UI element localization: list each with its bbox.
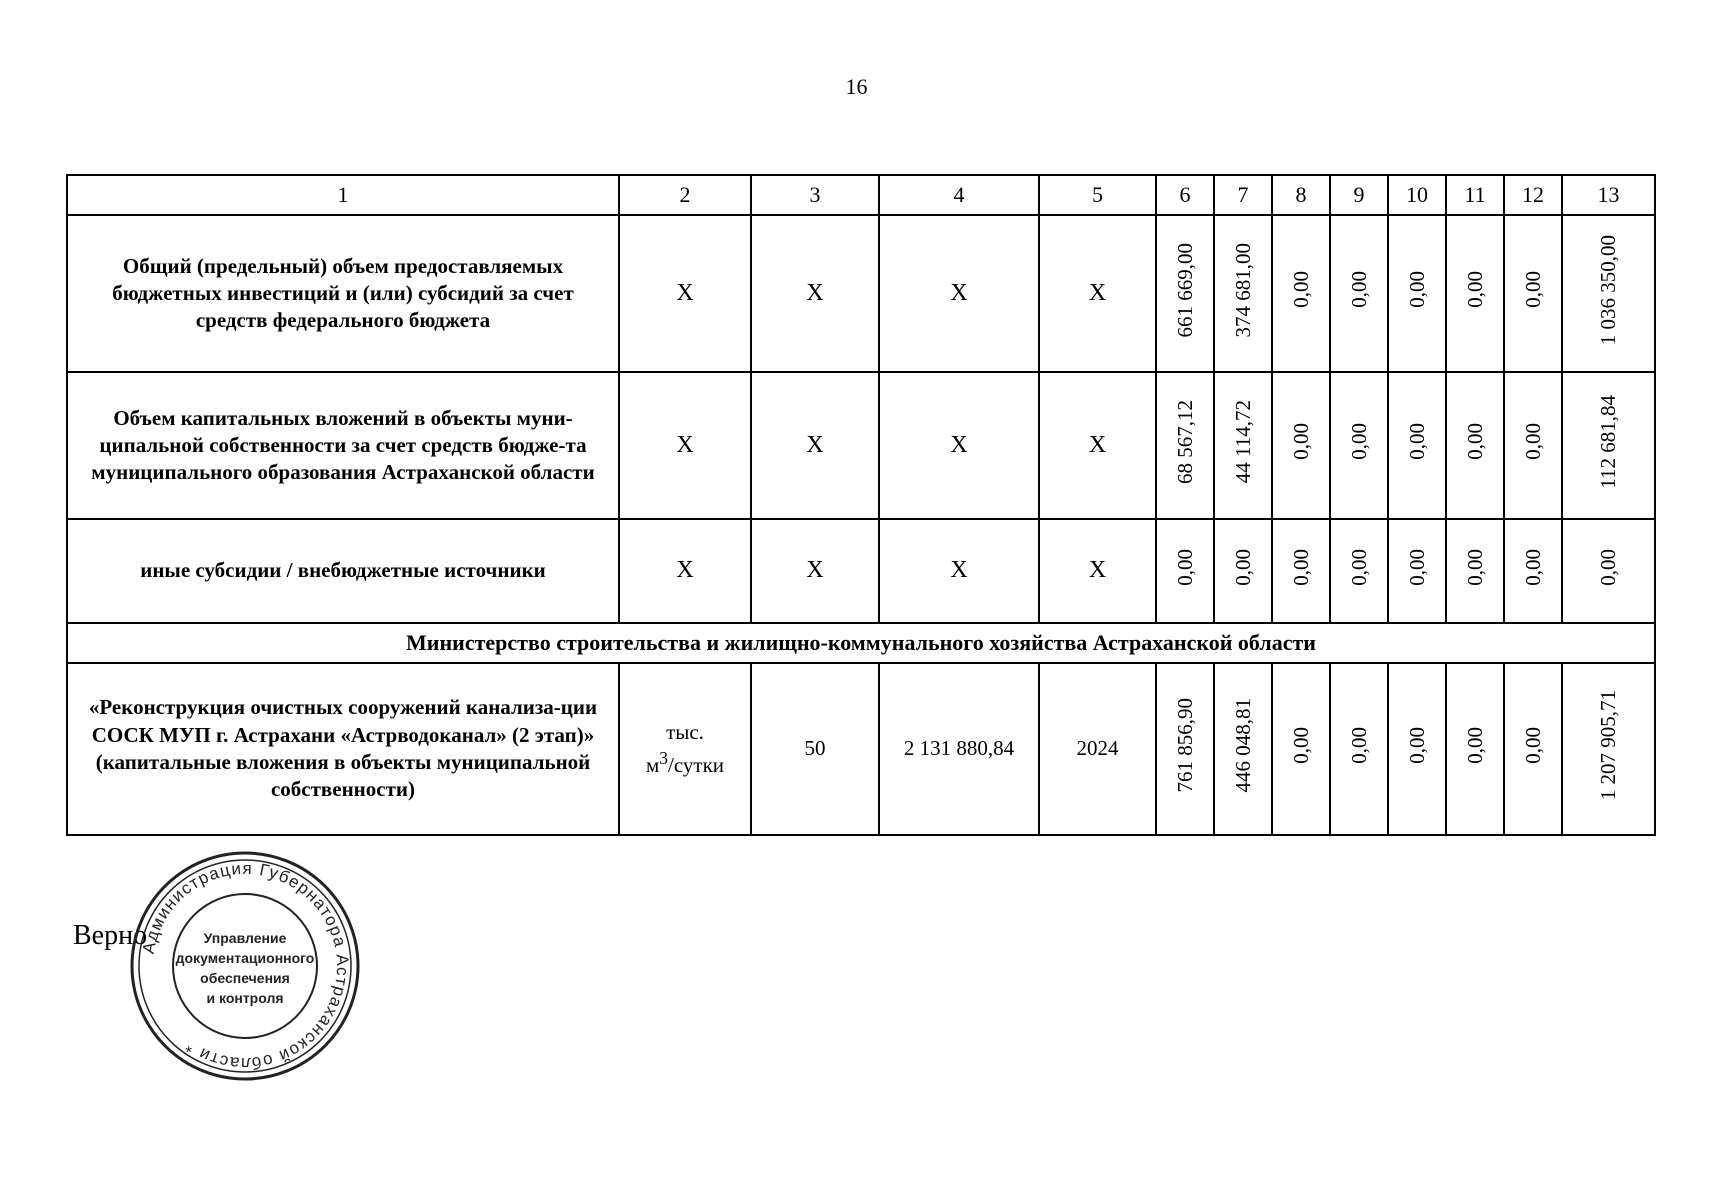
section-heading-row bbox=[67, 623, 1655, 663]
stamp-line: и контроля bbox=[206, 990, 284, 1006]
cell-value: 0,00 bbox=[1288, 423, 1313, 461]
column-number: 2 bbox=[619, 175, 751, 215]
stamp-line: обеспечения bbox=[200, 970, 290, 986]
cell-x: X bbox=[751, 215, 879, 372]
column-number: 11 bbox=[1446, 175, 1504, 215]
column-number: 8 bbox=[1272, 175, 1330, 215]
cell-value: 0,00 bbox=[1288, 271, 1313, 309]
unit-label: тыс. bbox=[666, 720, 704, 745]
official-stamp bbox=[129, 850, 361, 1082]
cell-value: 0,00 bbox=[1230, 548, 1255, 586]
cell-value: 0,00 bbox=[1404, 726, 1429, 764]
cell-value: 0,00 bbox=[1404, 423, 1429, 461]
cell-total: 0,00 bbox=[1596, 548, 1620, 586]
cell-value: 0,00 bbox=[1404, 548, 1429, 586]
table-row bbox=[67, 215, 1655, 372]
cell-x: X bbox=[751, 372, 879, 519]
project-description: «Реконструкция очистных сооружений канализа-ции СОСК МУП г. Астрахани «Астрводоканал» (2 этап)» (капитальные вложения в объекты муниципальной собственности) bbox=[67, 663, 619, 835]
page-number: 16 bbox=[845, 74, 868, 99]
column-number: 13 bbox=[1562, 175, 1655, 215]
cell-x: X bbox=[751, 519, 879, 623]
cell-value: 0,00 bbox=[1462, 423, 1487, 461]
cell-x: X bbox=[1039, 215, 1156, 372]
column-number-row bbox=[67, 175, 1655, 215]
column-number: 7 bbox=[1214, 175, 1272, 215]
stamp-ring-text: Администрация Губернатора Астраханской области * bbox=[138, 858, 353, 1074]
cell-value: 0,00 bbox=[1172, 548, 1197, 586]
cell-value: 0,00 bbox=[1346, 271, 1371, 309]
unit-rest: /сутки bbox=[668, 752, 725, 777]
cell-x: X bbox=[1039, 519, 1156, 623]
column-number: 9 bbox=[1330, 175, 1388, 215]
cell-value: 0,00 bbox=[1404, 271, 1429, 309]
budget-table bbox=[66, 174, 1656, 836]
column-number: 1 bbox=[67, 175, 619, 215]
cell-x: X bbox=[619, 372, 751, 519]
unit-cell bbox=[619, 663, 751, 835]
column-number: 12 bbox=[1504, 175, 1562, 215]
capacity-cell: 50 bbox=[751, 663, 879, 835]
stamp-line: Управление bbox=[203, 930, 287, 946]
table-row bbox=[67, 372, 1655, 519]
cell-value: 0,00 bbox=[1288, 548, 1313, 586]
row-description: иные субсидии / внебюджетные источники bbox=[67, 519, 619, 623]
cost-cell: 2 131 880,84 bbox=[879, 663, 1039, 835]
cell-value: 68 567,12 bbox=[1172, 399, 1197, 484]
column-number: 5 bbox=[1039, 175, 1156, 215]
row-description: Общий (предельный) объем предоставляемых бюджетных инвестиций и (или) субсидий за счет средств федерального бюджета bbox=[67, 215, 619, 372]
unit-sup: 3 bbox=[659, 747, 669, 768]
column-number: 4 bbox=[879, 175, 1039, 215]
column-number: 6 bbox=[1156, 175, 1214, 215]
cell-value: 0,00 bbox=[1288, 726, 1313, 764]
cell-value: 0,00 bbox=[1462, 726, 1487, 764]
cell-value: 0,00 bbox=[1462, 271, 1487, 309]
cell-value: 374 681,00 bbox=[1230, 242, 1255, 338]
ministry-heading: Министерство строительства и жилищно-коммунального хозяйства Астраханской области bbox=[67, 623, 1655, 663]
cell-x: X bbox=[879, 519, 1039, 623]
row-description: Объем капитальных вложений в объекты муни-ципальной собственности за счет средств бюдже-та муниципального образования Астраханской области bbox=[67, 372, 619, 519]
cell-total: 112 681,84 bbox=[1596, 394, 1620, 489]
cell-x: X bbox=[879, 372, 1039, 519]
cell-x: X bbox=[619, 519, 751, 623]
cell-value: 761 856,90 bbox=[1172, 698, 1197, 793]
cell-value: 0,00 bbox=[1520, 423, 1545, 461]
cell-value: 0,00 bbox=[1520, 548, 1545, 586]
verification-note: Верно bbox=[73, 920, 148, 951]
cell-total: 1 036 350,00 bbox=[1596, 234, 1620, 345]
cell-value: 0,00 bbox=[1346, 548, 1371, 586]
column-number: 10 bbox=[1388, 175, 1446, 215]
cell-value: 0,00 bbox=[1346, 423, 1371, 461]
cell-value: 0,00 bbox=[1462, 548, 1487, 586]
cell-x: X bbox=[1039, 372, 1156, 519]
cell-value: 0,00 bbox=[1520, 726, 1545, 764]
cell-value: 661 669,00 bbox=[1172, 242, 1197, 338]
cell-value: 0,00 bbox=[1520, 271, 1545, 309]
cell-total: 1 207 905,71 bbox=[1596, 690, 1620, 801]
cell-x: X bbox=[619, 215, 751, 372]
column-number: 3 bbox=[751, 175, 879, 215]
table-row bbox=[67, 519, 1655, 623]
cell-x: X bbox=[879, 215, 1039, 372]
table-row bbox=[67, 663, 1655, 835]
cell-value: 44 114,72 bbox=[1230, 400, 1255, 484]
cell-value: 446 048,81 bbox=[1230, 698, 1255, 793]
stamp-line: документационного bbox=[175, 950, 315, 966]
unit-m: м bbox=[645, 752, 660, 777]
year-cell: 2024 bbox=[1039, 663, 1156, 835]
cell-value: 0,00 bbox=[1346, 726, 1371, 764]
